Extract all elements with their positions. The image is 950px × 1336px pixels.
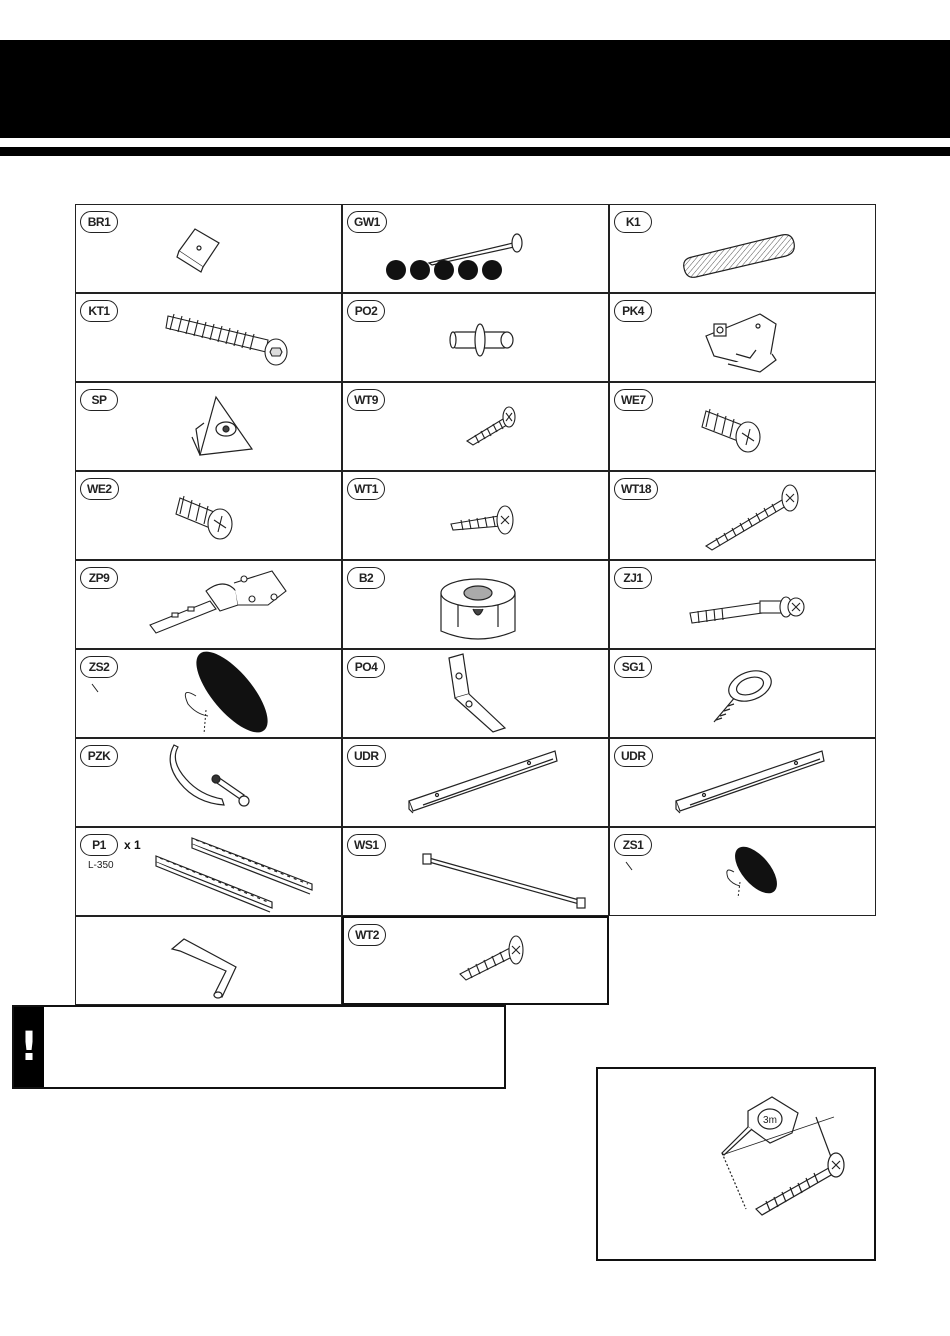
part-cell [609, 649, 876, 738]
drawer-slides-icon [76, 828, 343, 917]
part-cell [342, 382, 609, 471]
part-cell [75, 471, 342, 560]
part-code-badge: WT9 [347, 389, 385, 411]
part-code-badge: PO4 [347, 656, 385, 678]
part-code-badge: BR1 [80, 211, 118, 233]
glide-pin-icon [610, 650, 877, 739]
part-code-badge: WT2 [348, 924, 386, 946]
part-cell [609, 293, 876, 382]
part-code-badge: KT1 [80, 300, 118, 322]
cam-lock-icon [343, 561, 610, 650]
part-cell [75, 204, 342, 293]
wood-screw-icon [343, 383, 610, 472]
part-cell [75, 293, 342, 382]
anti-tip-bracket-icon [76, 739, 343, 828]
corner-connector-icon [76, 383, 343, 472]
part-cell [75, 827, 342, 916]
part-cell [75, 738, 342, 827]
part-code-badge: P1 [80, 834, 118, 856]
part-cell [342, 293, 609, 382]
part-cell [342, 204, 609, 293]
part-cell [609, 738, 876, 827]
part-code-badge: UDR [347, 745, 386, 767]
warning-box [12, 1005, 506, 1089]
part-code-badge: WS1 [347, 834, 386, 856]
part-cell [342, 738, 609, 827]
part-code-badge: GW1 [347, 211, 387, 233]
part-code-badge: B2 [347, 567, 385, 589]
flat-strap-icon [343, 828, 610, 917]
part-cell [75, 649, 342, 738]
part-code-badge: WE2 [80, 478, 119, 500]
part-code-badge: WT18 [614, 478, 658, 500]
part-quantity: x 1 [124, 838, 141, 852]
part-cell [609, 471, 876, 560]
parts-grid [75, 204, 876, 1004]
header-band [0, 40, 950, 138]
euro-screw-icon [76, 472, 343, 561]
warning-bar [14, 1007, 44, 1087]
part-cell [75, 916, 342, 1005]
cover-cap-icon [610, 828, 877, 917]
part-cell [342, 827, 609, 916]
hinge-icon [76, 561, 343, 650]
measure-tip-box [596, 1067, 876, 1261]
euro-screw-icon [610, 383, 877, 472]
cover-cap-icon [76, 650, 343, 739]
hex-key-icon [76, 917, 343, 1006]
part-code-badge: K1 [614, 211, 652, 233]
tape-label: 3m [763, 1115, 777, 1126]
exclamation-icon: ! [19, 1024, 39, 1070]
door-rail-icon [343, 739, 610, 828]
wooden-dowel-icon [610, 205, 877, 294]
part-code-badge: ZJ1 [614, 567, 652, 589]
header-rule [0, 147, 950, 156]
door-rail-icon [610, 739, 877, 828]
tape-measure-icon [598, 1069, 874, 1259]
part-code-badge: SG1 [614, 656, 652, 678]
part-code-badge: ZS2 [80, 656, 118, 678]
part-code-badge: PK4 [614, 300, 652, 322]
part-code-badge: ZP9 [80, 567, 118, 589]
nail-icon [343, 205, 610, 294]
part-cell [75, 560, 342, 649]
confirmat-screw-icon [76, 294, 343, 383]
shelf-pin-icon [343, 294, 610, 383]
part-code-badge: SP [80, 389, 118, 411]
part-cell [342, 471, 609, 560]
quantity-dots [386, 260, 502, 280]
part-cell [75, 382, 342, 471]
hanging-bracket-icon [610, 294, 877, 383]
part-cell [342, 649, 609, 738]
angle-bracket-icon [343, 650, 610, 739]
part-cell [609, 827, 876, 916]
part-size-label: L-350 [88, 860, 114, 871]
wood-screw-icon [343, 472, 610, 561]
part-code-badge: PZK [80, 745, 118, 767]
part-code-badge: PO2 [347, 300, 385, 322]
part-cell [609, 204, 876, 293]
long-screw-icon [610, 472, 877, 561]
bracket-plate-icon [76, 205, 343, 294]
part-code-badge: WE7 [614, 389, 653, 411]
part-code-badge: WT1 [347, 478, 385, 500]
part-cell [609, 560, 876, 649]
wood-screw-icon [344, 918, 611, 1007]
cam-bolt-icon [610, 561, 877, 650]
part-cell [342, 560, 609, 649]
part-code-badge: UDR [614, 745, 653, 767]
part-cell [609, 382, 876, 471]
part-cell [342, 916, 609, 1005]
part-code-badge: ZS1 [614, 834, 652, 856]
